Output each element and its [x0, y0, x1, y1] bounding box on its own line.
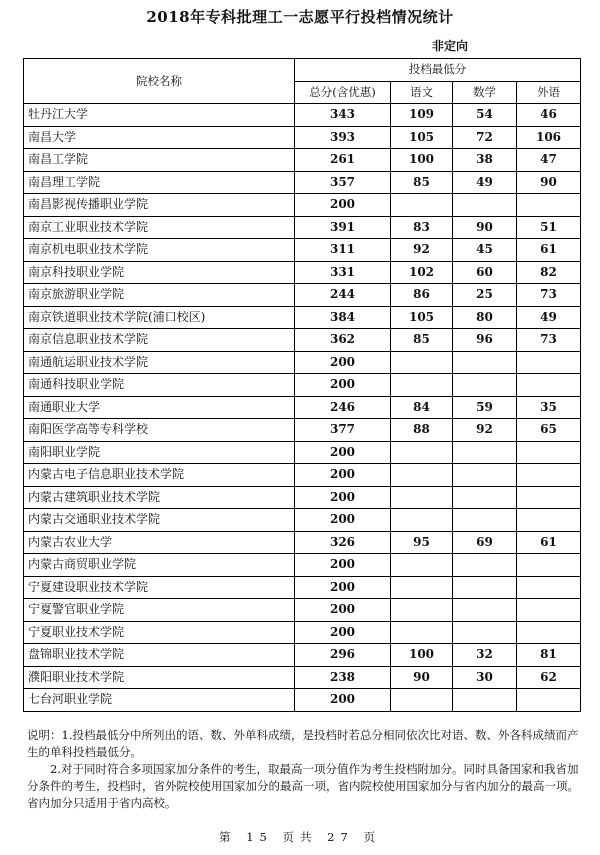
- chinese-score-cell: [391, 441, 453, 464]
- total-score-cell: 391: [295, 216, 391, 239]
- table-row: [24, 351, 581, 374]
- table-row: [24, 149, 581, 172]
- math-score-cell: [453, 486, 517, 509]
- total-score-cell: 200: [295, 576, 391, 599]
- header-chinese: 语文: [391, 81, 453, 104]
- chinese-score-cell: 105: [391, 126, 453, 149]
- chinese-score-cell: [391, 351, 453, 374]
- chinese-score-cell: 109: [391, 104, 453, 127]
- table-row: [24, 531, 581, 554]
- note-1: 说明：1.投档最低分中所列出的语、数、外单科成绩，是投档时若总分相同依次比对语、数、外各科成绩而产生的单科投档最低分。: [27, 728, 579, 759]
- chinese-score-cell: 85: [391, 171, 453, 194]
- table-row: [24, 464, 581, 487]
- chinese-score-cell: [391, 689, 453, 712]
- math-score-cell: [453, 194, 517, 217]
- table-body: [24, 104, 581, 712]
- english-score-cell: [517, 194, 581, 217]
- english-score-cell: 106: [517, 126, 581, 149]
- table-row: [24, 284, 581, 307]
- note-2: 2.对于同时符合多项国家加分条件的考生，取最高一项分值作为考生投档附加分。同时具备国家和我省加分条件的考生，投档时，省外院校使用国家加分的最高一项，省内院校使用国家加分与省内加分的最高一项。省内加分只适用于省内高校。: [27, 762, 579, 810]
- math-score-cell: [453, 351, 517, 374]
- math-score-cell: 38: [453, 149, 517, 172]
- table-row: [24, 171, 581, 194]
- chinese-score-cell: [391, 374, 453, 397]
- school-name-cell: 南京信息职业技术学院: [24, 329, 295, 352]
- math-score-cell: [453, 599, 517, 622]
- total-score-cell: 357: [295, 171, 391, 194]
- math-score-cell: 90: [453, 216, 517, 239]
- chinese-score-cell: 84: [391, 396, 453, 419]
- chinese-score-cell: 102: [391, 261, 453, 284]
- total-score-cell: 331: [295, 261, 391, 284]
- table-row: [24, 644, 581, 667]
- total-score-cell: 393: [295, 126, 391, 149]
- school-name-cell: 南通职业大学: [24, 396, 295, 419]
- total-score-cell: 384: [295, 306, 391, 329]
- english-score-cell: 81: [517, 644, 581, 667]
- header-total: 总分(含优惠): [295, 81, 391, 104]
- table-row: [24, 621, 581, 644]
- total-score-cell: 238: [295, 666, 391, 689]
- chinese-score-cell: 100: [391, 149, 453, 172]
- chinese-score-cell: 95: [391, 531, 453, 554]
- school-name-cell: 南京旅游职业学院: [24, 284, 295, 307]
- chinese-score-cell: 105: [391, 306, 453, 329]
- page-footer: [0, 829, 600, 845]
- total-score-cell: 244: [295, 284, 391, 307]
- math-score-cell: [453, 689, 517, 712]
- chinese-score-cell: 88: [391, 419, 453, 442]
- math-score-cell: [453, 464, 517, 487]
- english-score-cell: [517, 509, 581, 532]
- english-score-cell: 61: [517, 531, 581, 554]
- total-score-cell: 296: [295, 644, 391, 667]
- total-score-cell: 362: [295, 329, 391, 352]
- header-school-name: 院校名称: [24, 59, 295, 104]
- page-subtitle: 非定向: [432, 39, 469, 53]
- school-name-cell: 南昌理工学院: [24, 171, 295, 194]
- school-name-cell: 南京科技职业学院: [24, 261, 295, 284]
- total-score-cell: 200: [295, 509, 391, 532]
- chinese-score-cell: [391, 509, 453, 532]
- table-row: [24, 554, 581, 577]
- english-score-cell: 61: [517, 239, 581, 262]
- english-score-cell: [517, 374, 581, 397]
- table-row: [24, 666, 581, 689]
- chinese-score-cell: [391, 599, 453, 622]
- english-score-cell: [517, 576, 581, 599]
- english-score-cell: 46: [517, 104, 581, 127]
- header-math: 数学: [453, 81, 517, 104]
- total-score-cell: 200: [295, 374, 391, 397]
- english-score-cell: [517, 441, 581, 464]
- school-name-cell: 南京工业职业技术学院: [24, 216, 295, 239]
- math-score-cell: 80: [453, 306, 517, 329]
- school-name-cell: 南昌工学院: [24, 149, 295, 172]
- math-score-cell: [453, 509, 517, 532]
- english-score-cell: [517, 621, 581, 644]
- chinese-score-cell: [391, 554, 453, 577]
- school-name-cell: 内蒙古交通职业技术学院: [24, 509, 295, 532]
- table-row: [24, 396, 581, 419]
- total-score-cell: 200: [295, 621, 391, 644]
- total-score-cell: 200: [295, 599, 391, 622]
- total-score-cell: 343: [295, 104, 391, 127]
- math-score-cell: 72: [453, 126, 517, 149]
- table-row: [24, 261, 581, 284]
- total-score-cell: 311: [295, 239, 391, 262]
- page-title: 2018年专科批理工一志愿平行投档情况统计: [146, 8, 454, 26]
- table-row: [24, 104, 581, 127]
- table-row: [24, 419, 581, 442]
- table-row: [24, 374, 581, 397]
- school-name-cell: 牡丹江大学: [24, 104, 295, 127]
- english-score-cell: 49: [517, 306, 581, 329]
- school-name-cell: 南京铁道职业技术学院(浦口校区): [24, 306, 295, 329]
- english-score-cell: 47: [517, 149, 581, 172]
- english-score-cell: 90: [517, 171, 581, 194]
- total-score-cell: 200: [295, 554, 391, 577]
- table-row: [24, 689, 581, 712]
- chinese-score-cell: [391, 464, 453, 487]
- chinese-score-cell: [391, 621, 453, 644]
- math-score-cell: 92: [453, 419, 517, 442]
- footer-page-number: 15: [246, 830, 273, 844]
- chinese-score-cell: 90: [391, 666, 453, 689]
- school-name-cell: 南昌大学: [24, 126, 295, 149]
- chinese-score-cell: [391, 194, 453, 217]
- school-name-cell: 盘锦职业技术学院: [24, 644, 295, 667]
- english-score-cell: 73: [517, 329, 581, 352]
- table-row: [24, 509, 581, 532]
- chinese-score-cell: 92: [391, 239, 453, 262]
- footer-total-pages: 27: [327, 830, 354, 844]
- table-row: [24, 216, 581, 239]
- footer-suffix: 页: [363, 830, 381, 844]
- school-name-cell: 南通航运职业技术学院: [24, 351, 295, 374]
- table-row: [24, 329, 581, 352]
- english-score-cell: [517, 486, 581, 509]
- chinese-score-cell: [391, 486, 453, 509]
- math-score-cell: 32: [453, 644, 517, 667]
- chinese-score-cell: 83: [391, 216, 453, 239]
- table-row: [24, 194, 581, 217]
- total-score-cell: 200: [295, 486, 391, 509]
- english-score-cell: 82: [517, 261, 581, 284]
- math-score-cell: 54: [453, 104, 517, 127]
- table-row: [24, 576, 581, 599]
- english-score-cell: 73: [517, 284, 581, 307]
- math-score-cell: [453, 576, 517, 599]
- english-score-cell: 51: [517, 216, 581, 239]
- english-score-cell: 65: [517, 419, 581, 442]
- school-name-cell: 宁夏建设职业技术学院: [24, 576, 295, 599]
- school-name-cell: 宁夏职业技术学院: [24, 621, 295, 644]
- math-score-cell: 59: [453, 396, 517, 419]
- math-score-cell: 49: [453, 171, 517, 194]
- total-score-cell: 246: [295, 396, 391, 419]
- math-score-cell: 60: [453, 261, 517, 284]
- footer-middle: 页共: [282, 830, 318, 844]
- admission-score-table: [23, 58, 581, 712]
- math-score-cell: [453, 621, 517, 644]
- total-score-cell: 200: [295, 351, 391, 374]
- math-score-cell: [453, 554, 517, 577]
- math-score-cell: [453, 441, 517, 464]
- math-score-cell: 25: [453, 284, 517, 307]
- math-score-cell: 30: [453, 666, 517, 689]
- table-row: [24, 306, 581, 329]
- english-score-cell: 62: [517, 666, 581, 689]
- math-score-cell: [453, 374, 517, 397]
- chinese-score-cell: 85: [391, 329, 453, 352]
- english-score-cell: [517, 554, 581, 577]
- math-score-cell: 69: [453, 531, 517, 554]
- school-name-cell: 南京机电职业技术学院: [24, 239, 295, 262]
- table-row: [24, 599, 581, 622]
- english-score-cell: [517, 599, 581, 622]
- header-min-score-group: 投档最低分: [295, 59, 581, 82]
- english-score-cell: [517, 351, 581, 374]
- total-score-cell: 326: [295, 531, 391, 554]
- school-name-cell: 七台河职业学院: [24, 689, 295, 712]
- school-name-cell: 宁夏警官职业学院: [24, 599, 295, 622]
- school-name-cell: 南昌影视传播职业学院: [24, 194, 295, 217]
- school-name-cell: 南阳职业学院: [24, 441, 295, 464]
- total-score-cell: 200: [295, 464, 391, 487]
- total-score-cell: 200: [295, 441, 391, 464]
- table-row: [24, 126, 581, 149]
- school-name-cell: 内蒙古商贸职业学院: [24, 554, 295, 577]
- chinese-score-cell: [391, 576, 453, 599]
- header-english: 外语: [517, 81, 581, 104]
- notes: [27, 727, 583, 812]
- total-score-cell: 200: [295, 689, 391, 712]
- total-score-cell: 200: [295, 194, 391, 217]
- math-score-cell: 96: [453, 329, 517, 352]
- school-name-cell: 南通科技职业学院: [24, 374, 295, 397]
- chinese-score-cell: 100: [391, 644, 453, 667]
- school-name-cell: 内蒙古农业大学: [24, 531, 295, 554]
- math-score-cell: 45: [453, 239, 517, 262]
- table-row: [24, 486, 581, 509]
- school-name-cell: 内蒙古建筑职业技术学院: [24, 486, 295, 509]
- total-score-cell: 377: [295, 419, 391, 442]
- total-score-cell: 261: [295, 149, 391, 172]
- table-row: [24, 239, 581, 262]
- school-name-cell: 南阳医学高等专科学校: [24, 419, 295, 442]
- english-score-cell: 35: [517, 396, 581, 419]
- school-name-cell: 内蒙古电子信息职业技术学院: [24, 464, 295, 487]
- english-score-cell: [517, 464, 581, 487]
- footer-prefix: 第: [219, 830, 237, 844]
- table-row: [24, 441, 581, 464]
- chinese-score-cell: 86: [391, 284, 453, 307]
- school-name-cell: 濮阳职业技术学院: [24, 666, 295, 689]
- english-score-cell: [517, 689, 581, 712]
